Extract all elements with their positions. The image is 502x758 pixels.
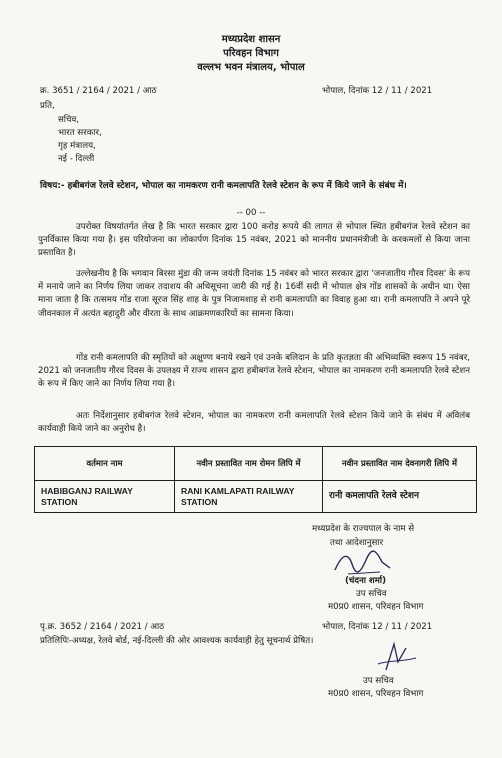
recipient-line: नई - दिल्ली xyxy=(58,154,95,164)
table-header-current-name: वर्तमान नाम xyxy=(35,447,175,481)
signatory-office: म0प्र0 शासन, परिवहन विभाग xyxy=(328,602,424,612)
signature-mark xyxy=(372,640,422,674)
copy-designation: उप सचिव xyxy=(363,676,394,686)
reference-number: क्र. 3651 / 2164 / 2021 / आठ xyxy=(40,86,157,96)
header-department: परिवहन विभाग xyxy=(223,48,279,59)
copy-office: म0प्र0 शासन, परिवहन विभाग xyxy=(328,689,424,699)
subject-line: विषय:- हबीबगंज रेलवे स्टेशन, भोपाल का नामकरण रानी कमलापति रेलवे स्टेशन के रूप में किये जाने के संबंध में। xyxy=(40,181,407,191)
copy-reference-number: पृ.क्र. 3652 / 2164 / 2021 / आठ xyxy=(40,622,165,632)
separator: -- 00 -- xyxy=(236,208,266,218)
recipient-line: गृह मंत्रालय, xyxy=(58,141,96,151)
header-government: मध्यप्रदेश शासन xyxy=(221,34,281,45)
copy-text: प्रतिलिपिः-अध्यक्ष, रेलवे बोर्ड, नई-दिल्ली की ओर आवश्यक कार्यवाही हेतु सूचनार्थ प्रेषित। xyxy=(40,636,314,646)
header-address: वल्लभ भवन मंत्रालय, भोपाल xyxy=(197,62,305,73)
reference-date: भोपाल, दिनांक 12 / 11 / 2021 xyxy=(322,86,433,96)
recipient-line: भारत सरकार, xyxy=(58,128,102,138)
paragraph-1: उपरोक्त विषयांतर्गत लेख है कि भारत सरकार द्वारा 100 करोड़ रूपये की लागत से भोपाल स्थित हबीबगंज रेलवे स्टेशन का पुनर्विकास किया गया है। इस परियोजना का लोकार्पण दिनांक 15 नवंबर, 2021 को माननीय प्रधानमंत्रीजी के करकमलों से किया जाना प्रस्तावित है। xyxy=(38,222,470,259)
copy-reference-date: भोपाल, दिनांक 12 / 11 / 2021 xyxy=(322,622,433,632)
station-name-table xyxy=(34,446,477,513)
recipient-prati: प्रति, xyxy=(40,101,55,111)
table-cell-devanagari-name: रानी कमलापति रेलवे स्टेशन xyxy=(323,481,477,513)
signature-mark xyxy=(330,548,400,578)
table-cell-current-name: HABIBGANJ RAILWAY STATION xyxy=(35,481,175,513)
table-header-devanagari-name: नवीन प्रस्तावित नाम देवनागरी लिपि में xyxy=(323,447,477,481)
signatory-name: (चंदना शर्मा) xyxy=(345,576,387,586)
table-header-roman-name: नवीन प्रस्तावित नाम रोमन लिपि में xyxy=(175,447,323,481)
signatory-designation: उप सचिव xyxy=(356,589,387,599)
signoff-order: तथा आदेशानुसार xyxy=(330,538,384,548)
table-cell-roman-name: RANI KAMLAPATI RAILWAY STATION xyxy=(175,481,323,513)
signoff-governor: मध्यप्रदेश के राज्यपाल के नाम से xyxy=(312,524,415,534)
paragraph-4: अतः निर्देशानुसार हबीबगंज रेलवे स्टेशन, भोपाल का नामकरण रानी कमलापति रेलवे स्टेशन किये जाने के संबंध में अविलंब कार्यवाही किये जाने का अनुरोध है। xyxy=(38,411,470,435)
paragraph-3: गोंड रानी कमलापति की स्मृतियों को अक्षुण्ण बनाये रखने एवं उनके बलिदान के प्रति कृतज्ञता की अभिव्यक्ति स्वरूप 15 नवंबर, 2021 को जनजातीय गौरव दिवस के उपलक्ष्य में राज्य शासन द्वारा हबीबगंज रेलवे स्टेशन, भोपाल का नामकरण रानी कमलापति रेलवे स्टेशन के रूप में किए जाने का निर्णय लिया गया है। xyxy=(38,353,470,390)
recipient-line: सचिव, xyxy=(58,115,80,125)
paragraph-2: उल्लेखनीय है कि भगवान बिरसा मुंडा की जन्म जयंती दिनांक 15 नवंबर को भारत सरकार द्वारा 'जनजातीय गौरव दिवस' के रूप में मनाये जाने का निर्णय लिया जाकर तदाशय की अधिसूचना जारी की गई है। 16वीं सदी में भोपाल क्षेत्र गोंड शासकों के अधीन था। ऐसा माना जाता है कि तत्समय गोंड राजा सूरज सिंह शाह के पुत्र निजामशाह से रानी कमलापति का विवाह हुआ था। रानी कमलापति ने अपने पूरे जीवनकाल में अत्यंत बहादुरी और वीरता के साथ आक्रमणकारियों का सामना किया। xyxy=(38,269,470,319)
